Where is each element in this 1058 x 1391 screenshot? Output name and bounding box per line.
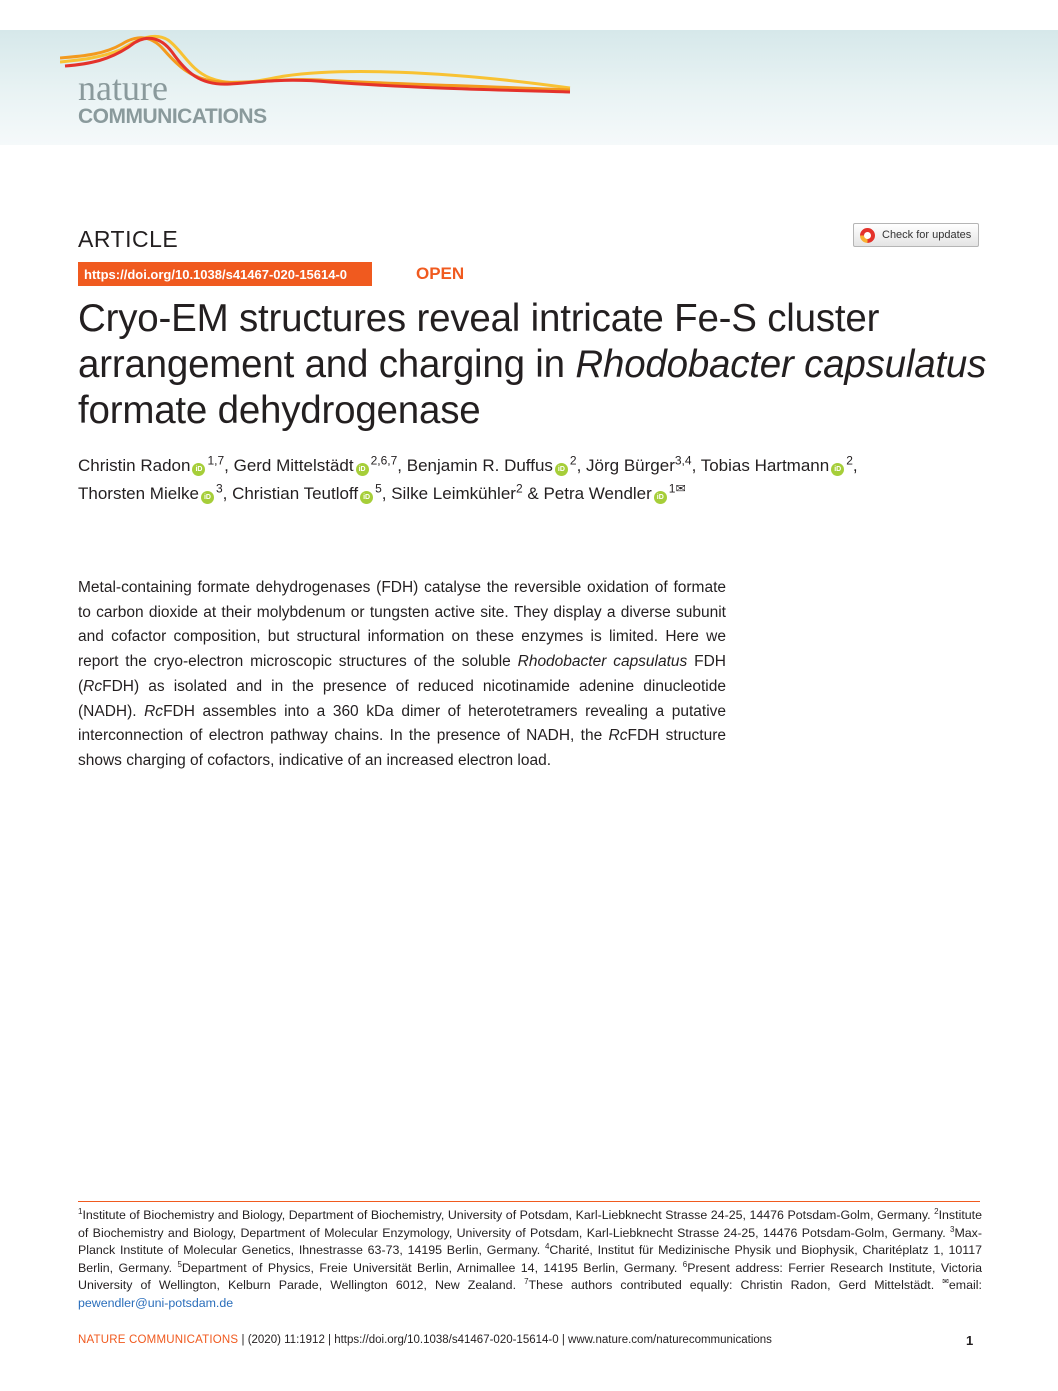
article-type-label: ARTICLE [78, 226, 179, 252]
author-affiliation-ref: 2 [569, 453, 577, 468]
affiliation-text: Present address: Ferrier Research Institute, Victoria University of Wellington, Kelburn Parade, Wellington 6012, New Zealand. [78, 1260, 982, 1292]
affiliations-divider [78, 1201, 980, 1202]
page-footer [78, 1334, 982, 1346]
author-name[interactable]: Gerd Mittelstädt [233, 456, 354, 475]
abstract-italic: Rc [83, 677, 103, 695]
page-number: 1 [966, 1333, 974, 1348]
affiliation-text: Charité, Institut für Medizinische Physik und Biophysik, Charitéplatz 1, 10117 Berlin, Germany. [78, 1243, 982, 1275]
journal-logo-communications: COMMUNICATIONS [78, 105, 267, 128]
author-affiliation-ref: 3,4 [674, 453, 692, 468]
footer-citation: | (2020) 11:1912 | https://doi.org/10.1038/s41467-020-15614-0 | www.nature.com/naturecommunications [238, 1334, 772, 1346]
author-name[interactable]: Christin Radon [78, 456, 191, 475]
mail-icon[interactable]: ✉ [675, 481, 686, 496]
abstract-text: FDH) as isolated and in the presence of reduced nicotinamide adenine dinucleotide (NADH). [78, 677, 726, 720]
author-affiliation-ref: 3 [215, 481, 223, 496]
abstract-italic: Rc [144, 702, 164, 720]
affiliation-number: 7 [524, 1276, 529, 1286]
abstract-text: FDH ( [78, 653, 726, 695]
author-name[interactable]: Benjamin R. Duffus [406, 456, 553, 475]
journal-logo-nature: nature [78, 68, 168, 108]
doi-link[interactable]: https://doi.org/10.1038/s41467-020-15614-0 [78, 262, 372, 286]
author-separator: , [852, 456, 858, 475]
author-name[interactable]: Thorsten Mielke [78, 484, 199, 503]
affiliation-number: 3 [949, 1224, 955, 1234]
author [78, 453, 225, 475]
author [233, 453, 398, 475]
affiliation-number: 1 [78, 1206, 83, 1216]
author [406, 453, 577, 475]
author-affiliation-ref: 1,7 [207, 453, 225, 468]
title-text-2: formate dehydrogenase [78, 389, 481, 432]
author-separator: , [224, 456, 234, 475]
author-affiliation-ref: 2 [515, 481, 523, 496]
title-species: Rhodobacter capsulatus [575, 343, 987, 386]
author-separator: , [576, 456, 587, 475]
abstract-text: FDH assembles into a 360 kDa dimer of heterotetramers revealing a putative interconnection of electron pathway chains. In the presence of NADH, the [78, 702, 727, 745]
author-name[interactable]: Tobias Hartmann [700, 456, 830, 475]
author [543, 481, 686, 503]
mail-icon: ✉ [942, 1276, 949, 1286]
affiliation-text: Institute of Biochemistry and Biology, Department of Molecular Enzymology, University of Potsdam, Karl-Liebknecht Strasse 24-25, 14476 Potsdam-Golm, Germany. [78, 1208, 982, 1240]
affiliation-text: These authors contributed equally: Christin Radon, Gerd Mittelstädt. [528, 1278, 935, 1292]
check-for-updates-label: Check for updates [882, 229, 972, 241]
crossmark-icon [860, 228, 875, 243]
orcid-icon[interactable]: iD [201, 491, 214, 504]
abstract-italic: Rhodobacter capsulatus [517, 653, 688, 671]
author [586, 453, 692, 475]
affiliations [78, 1207, 982, 1312]
author-affiliation-ref: 2 [846, 453, 853, 468]
author-name[interactable]: Jörg Bürger [586, 456, 675, 475]
author [232, 481, 382, 503]
author-name[interactable]: Silke Leimkühler [391, 484, 516, 503]
open-access-label: OPEN [416, 264, 465, 283]
title-text-1: Cryo-EM structures reveal intricate Fe-S cluster arrangement and charging in [78, 297, 880, 386]
author [78, 481, 223, 503]
author-separator: , [222, 484, 233, 503]
author-affiliation-ref: 5 [375, 481, 382, 496]
affiliation-number: 2 [934, 1206, 939, 1216]
orcid-icon[interactable]: iD [654, 491, 667, 504]
article-title [78, 296, 998, 434]
author-affiliation-ref: 1 [668, 481, 676, 496]
author-affiliation-ref: 2,6,7 [370, 453, 398, 468]
check-for-updates-button[interactable] [853, 223, 979, 247]
author-name[interactable]: Petra Wendler [543, 484, 652, 503]
affiliation-number: 6 [682, 1259, 688, 1269]
abstract [78, 576, 726, 774]
orcid-icon[interactable]: iD [555, 463, 568, 476]
author-separator: & [522, 484, 544, 503]
abstract-italic: Rc [608, 727, 628, 745]
author-separator: , [381, 484, 392, 503]
affiliation-number: 5 [177, 1259, 182, 1269]
footer-journal-name: NATURE COMMUNICATIONS [78, 1334, 239, 1346]
orcid-icon[interactable]: iD [192, 463, 205, 476]
author [391, 481, 523, 503]
affiliation-text: Max-Planck Institute of Molecular Genetics, Ihnestrasse 63-73, 14195 Berlin, Germany. [78, 1225, 982, 1257]
email-label: email: [948, 1278, 982, 1292]
author [700, 453, 853, 475]
orcid-icon[interactable]: iD [831, 463, 844, 476]
affiliation-text: Institute of Biochemistry and Biology, Department of Biochemistry, University of Potsdam, Karl-Liebknecht Strasse 24-25, 14476 Potsdam-Golm, Germany. [82, 1208, 931, 1222]
author-separator: , [691, 456, 701, 475]
orcid-icon[interactable]: iD [356, 463, 369, 476]
affiliation-text: Department of Physics, Freie Universität Berlin, Arnimallee 14, 14195 Berlin, Germany. [181, 1260, 678, 1275]
author-list [78, 452, 998, 508]
author-name[interactable]: Christian Teutloff [232, 484, 359, 503]
orcid-icon[interactable]: iD [360, 491, 373, 504]
abstract-text: FDH structure shows charging of cofactors, indicative of an increased electron load. [78, 727, 726, 769]
affiliation-number: 4 [544, 1241, 550, 1251]
author-separator: , [397, 456, 407, 475]
abstract-text: Metal-containing formate dehydrogenases (FDH) catalyse the reversible oxidation of formate to carbon dioxide at their molybdenum or tungsten active site. They display a diverse subunit and cofactor composition, but structural information on these enzymes is limited. Here we report the cryo-electron microscopic structures of the soluble [78, 579, 726, 671]
email-link[interactable]: pewendler@uni-potsdam.de [78, 1295, 234, 1310]
